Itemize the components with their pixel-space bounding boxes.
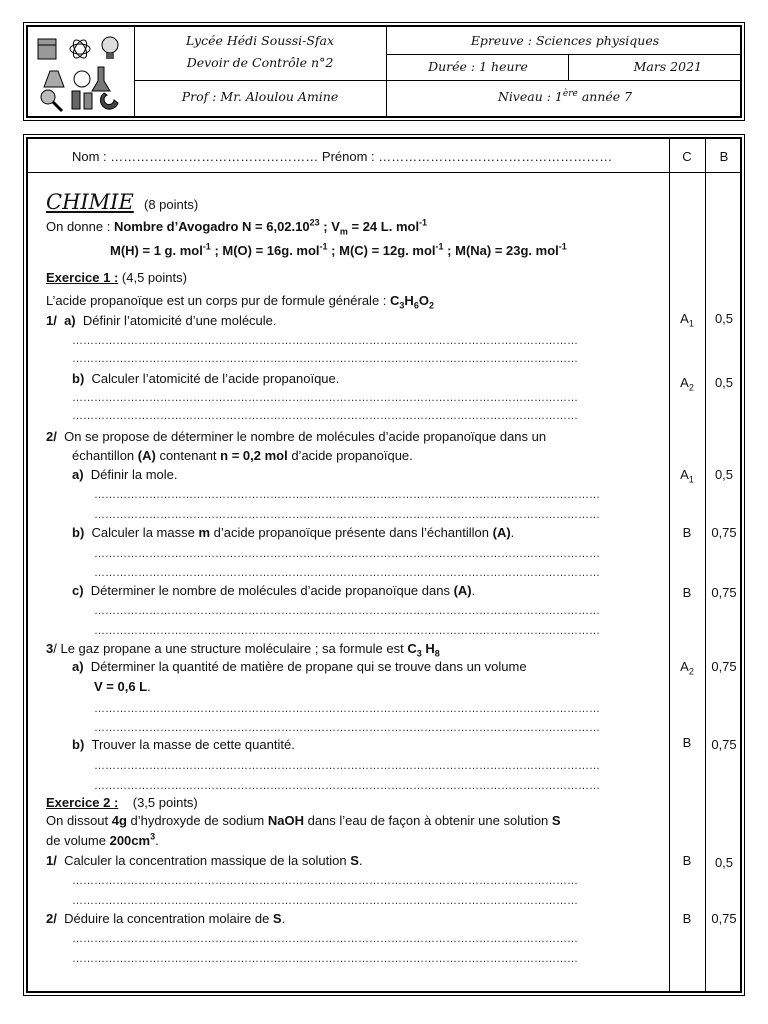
question-1a: 1/ a) Définir l’atomicité d’une molécule.	[46, 313, 277, 328]
point-value: 0,75	[711, 737, 737, 752]
point-value: 0,75	[711, 585, 737, 600]
answer-line[interactable]: …………………………………………………………………………………………………………………………	[72, 895, 578, 907]
answer-line[interactable]: …………………………………………………………………………………………………………………………	[94, 760, 600, 772]
section-title: CHIMIE	[46, 190, 134, 214]
question-1b: b) Calculer l’atomicité de l’acide propanoïque.	[72, 371, 340, 386]
criterion-code: $A_2$	[680, 375, 694, 393]
answer-line[interactable]: …………………………………………………………………………………………………………………………	[94, 567, 600, 579]
molar-masses: M(H) = 1 g. mol$^{-1}$ ; M(O) = 16g. mol$^{-1}$ ; M(C) = 12g. mol$^{-1}$ ; M(Na) = 23g. mol$^{-1}$	[110, 241, 567, 258]
criterion-code: $A_2$	[680, 659, 694, 677]
criterion-code: $A_1$	[680, 467, 694, 485]
answer-line[interactable]: …………………………………………………………………………………………………………………………	[72, 875, 578, 887]
answer-line[interactable]: …………………………………………………………………………………………………………………………	[94, 605, 600, 617]
point-value: 0,75	[711, 525, 737, 540]
question-2-line2: échantillon (A) contenant n = 0,2 mol d’acide propanoïque.	[72, 448, 413, 463]
divider	[134, 27, 135, 116]
exercise1-intro: L’acide propanoïque est un corps pur de formule générale : $C_3H_6O_2$	[46, 293, 434, 311]
answer-line[interactable]: …………………………………………………………………………………………………………………………	[94, 703, 600, 715]
divider	[386, 54, 740, 55]
answer-line[interactable]: …………………………………………………………………………………………………………………………	[94, 780, 600, 792]
divider	[386, 27, 387, 116]
question-3: 3/ Le gaz propane a une structure moléculaire ; sa formule est $C_3$ $H_8$	[46, 641, 440, 659]
answer-line[interactable]: …………………………………………………………………………………………………………………………	[94, 509, 600, 521]
exam-title: Devoir de Contrôle n°2	[186, 55, 334, 70]
criterion-code: B	[682, 853, 692, 868]
given-constants: On donne : Nombre d’Avogadro $N = 6,02.10^{23}$ ; $V_m = 24$ L. mol$^{-1}$	[46, 217, 428, 237]
level-label: Niveau : 1ère année 7	[497, 88, 633, 104]
answer-line[interactable]: …………………………………………………………………………………………………………………………	[72, 353, 578, 365]
answer-line[interactable]: …………………………………………………………………………………………………………………………	[94, 625, 600, 637]
exercise2-question-1: 1/ Calculer la concentration massique de la solution S.	[46, 853, 363, 868]
question-2b: b) Calculer la masse m d’acide propanoïque présente dans l’échantillon (A).	[72, 525, 515, 540]
question-3b: b) Trouver la masse de cette quantité.	[72, 737, 295, 752]
exercise2-intro-line2: de volume $200cm^3$.	[46, 831, 159, 848]
answer-line[interactable]: …………………………………………………………………………………………………………………………	[94, 722, 600, 734]
exercise2-title: Exercice 2 : (3,5 points)	[46, 795, 198, 810]
answer-line[interactable]: …………………………………………………………………………………………………………………………	[94, 489, 600, 501]
question-2c: c) Déterminer le nombre de molécules d’acide propanoïque dans (A).	[72, 583, 476, 598]
question-2a: a) Définir la mole.	[72, 467, 178, 482]
answer-line[interactable]: …………………………………………………………………………………………………………………………	[72, 410, 578, 422]
duration-label: Durée : 1 heure	[428, 59, 528, 74]
question-3a-line1: a) Déterminer la quantité de matière de propane qui se trouve dans un volume	[72, 659, 527, 674]
criterion-code: B	[682, 585, 692, 600]
answer-line[interactable]: …………………………………………………………………………………………………………………………	[72, 933, 578, 945]
column-header-c: C	[682, 149, 692, 164]
divider	[568, 54, 569, 80]
criterion-code: B	[682, 525, 692, 540]
point-value: 0,75	[711, 911, 737, 926]
criterion-code: B	[682, 911, 692, 926]
school-name: Lycée Hédi Soussi-Sfax	[185, 33, 335, 48]
point-value: 0,5	[714, 855, 734, 870]
answer-line[interactable]: …………………………………………………………………………………………………………………………	[94, 548, 600, 560]
subject-label: Epreuve : Sciences physiques	[470, 33, 660, 48]
exercise2-intro-line1: On dissout 4g d’hydroxyde de sodium NaOH dans l’eau de façon à obtenir une solution S	[46, 813, 561, 828]
exercise2-question-2: 2/ Déduire la concentration molaire de S.	[46, 911, 286, 926]
point-value: 0,75	[711, 659, 737, 674]
criterion-code: $A_1$	[680, 311, 694, 329]
question-3a-line2: V = 0,6 L.	[94, 679, 151, 694]
teacher-name: Prof : Mr. Aloulou Amine	[181, 89, 339, 104]
row-divider	[28, 172, 740, 173]
answer-line[interactable]: …………………………………………………………………………………………………………………………	[72, 392, 578, 404]
divider	[134, 80, 740, 81]
answer-line[interactable]: …………………………………………………………………………………………………………………………	[72, 953, 578, 965]
header-box	[26, 25, 742, 118]
criterion-code: B	[682, 735, 692, 750]
point-value: 0,5	[714, 467, 734, 482]
exam-date: Mars 2021	[633, 59, 702, 74]
name-field[interactable]: Nom : ………………………………………… Prénom : ………………………………………………	[72, 149, 613, 164]
point-value: 0,5	[714, 311, 734, 326]
point-value: 0,5	[714, 375, 734, 390]
answer-line[interactable]: …………………………………………………………………………………………………………………………	[72, 335, 578, 347]
lab-equipment-logo	[32, 31, 130, 113]
section-points: (8 points)	[144, 197, 199, 212]
question-2-line1: 2/ On se propose de déterminer le nombre de molécules d’acide propanoïque dans un	[46, 429, 547, 444]
exam-body	[26, 137, 742, 993]
column-header-b: B	[719, 149, 729, 164]
exercise1-title: Exercice 1 : (4,5 points)	[46, 270, 187, 285]
